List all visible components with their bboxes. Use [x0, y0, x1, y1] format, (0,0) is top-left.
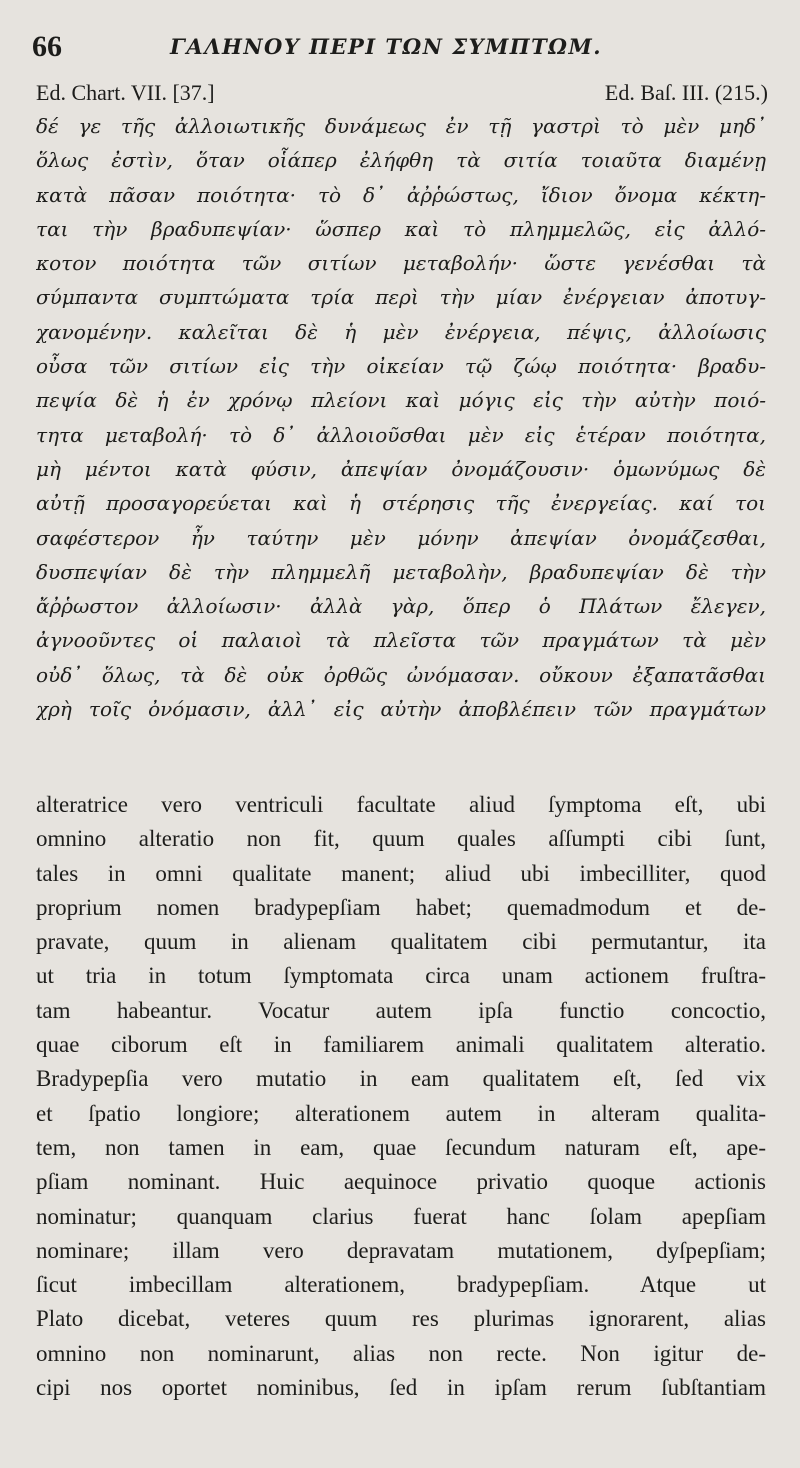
- edition-references: [36, 80, 768, 108]
- latin-line: tales in omni qualitate manent; aliud ubi imbecilliter, quod: [36, 860, 766, 886]
- edition-basel: Ed. Baſ. III. (215.): [604, 80, 768, 105]
- latin-line: omnino non nominarunt, alias non recte. Non igitur de-: [36, 1340, 766, 1366]
- latin-line: omnino alteratio non fit, quum quales aſſumpti cibi ſunt,: [36, 826, 766, 852]
- greek-line: κατὰ πᾶσαν ποιότητα· τὸ δ᾽ ἀῤῥώστως, ἴδιον ὄνομα κέκτη-: [36, 182, 766, 207]
- greek-line: τητα μεταβολή· τὸ δ᾽ ἀλλοιοῦσθαι μὲν εἰς ἑτέραν ποιότητα,: [36, 422, 766, 447]
- greek-line: αὐτῇ προσαγορεύεται καὶ ἡ στέρησις τῆς ἐνεργείας. καί τοι: [36, 491, 766, 516]
- greek-line: οὖσα τῶν σιτίων εἰς τὴν οἰκείαν τῷ ζώῳ ποιότητα· βραδυ-: [36, 354, 766, 379]
- greek-line: πεψία δὲ ἡ ἐν χρόνῳ πλείονι καὶ μόγις εἰς τὴν αὐτὴν ποιό-: [36, 388, 766, 413]
- running-head: [32, 30, 772, 64]
- latin-line: pravate, quum in alienam qualitatem cibi permutantur, ita: [36, 929, 766, 955]
- greek-line: ται τὴν βραδυπεψίαν· ὥσπερ καὶ τὸ πλημμελῶς, εἰς ἀλλό-: [36, 216, 766, 241]
- running-title: ΓΑΛΗΝΟΥ ΠΕΡΙ ΤΩΝ ΣΥΜΠΤΩΜ.: [170, 34, 603, 59]
- greek-text: [36, 109, 766, 726]
- greek-line: οὐδ᾽ ὅλως, τὰ δὲ οὐκ ὀρθῶς ὠνόμασαν. οὔκουν ἐξαπατᾶσθαι: [36, 662, 766, 687]
- greek-line: σύμπαντα συμπτώματα τρία περὶ τὴν μίαν ἐνέργειαν ἀποτυγ-: [36, 285, 766, 310]
- greek-line: σαφέστερον ἦν ταύτην μὲν μόνην ἀπεψίαν ὀνομάζεσθαι,: [36, 525, 766, 550]
- greek-line: δέ γε τῆς ἀλλοιωτικῆς δυνάμεως ἐν τῇ γαστρὶ τὸ μὲν μηδ᾽: [36, 114, 766, 138]
- latin-line: alteratrice vero ventriculi facultate aliud ſymptoma eſt, ubi: [36, 792, 766, 817]
- latin-line: Plato dicebat, veteres quum res plurimas ignorarent, alias: [36, 1306, 766, 1332]
- latin-line: pſiam nominant. Huic aequinoce privatio quoque actionis: [36, 1169, 766, 1195]
- latin-line: nominatur; quanquam clarius fuerat hanc ſolam apepſiam: [36, 1203, 766, 1229]
- greek-line: χανομένην. καλεῖται δὲ ἡ μὲν ἐνέργεια, πέψις, ἀλλοίωσις: [36, 319, 766, 344]
- greek-line: δυσπεψίαν δὲ τὴν πλημμελῆ μεταβολὴν, βραδυπεψίαν δὲ τὴν: [36, 559, 766, 584]
- latin-line: tem, non tamen in eam, quae ſecundum naturam eſt, ape-: [36, 1134, 766, 1160]
- latin-line: ſicut imbecillam alterationem, bradypepſiam. Atque ut: [36, 1272, 766, 1298]
- latin-line: nominare; illam vero depravatam mutationem, dyſpepſiam;: [36, 1237, 766, 1263]
- latin-line: et ſpatio longiore; alterationem autem in alteram qualita-: [36, 1100, 766, 1126]
- greek-line: ἄῤῥωστον ἀλλοίωσιν· ἀλλὰ γὰρ, ὅπερ ὁ Πλάτων ἔλεγεν,: [36, 594, 766, 619]
- greek-line: μὴ μέντοι κατὰ φύσιν, ἀπεψίαν ὀνομάζουσιν· ὁμωνύμως δὲ: [36, 456, 766, 481]
- latin-text: [36, 788, 766, 1405]
- latin-line: ut tria in totum ſymptomata circa unam actionem fruſtra-: [36, 963, 766, 989]
- latin-line: cipi nos oportet nominibus, ſed in ipſam rerum ſubſtantiam: [36, 1375, 766, 1401]
- greek-line: χρὴ τοῖς ὀνόμασιν, ἀλλ᾽ εἰς αὐτὴν ἀποβλέπειν τῶν πραγμάτων: [36, 697, 766, 722]
- page-number: 66: [32, 30, 62, 63]
- edition-chartier: Ed. Chart. VII. [37.]: [36, 80, 215, 105]
- latin-line: proprium nomen bradypepſiam habet; quemadmodum et de-: [36, 894, 766, 920]
- greek-line: ἀγνοοῦντες οἱ παλαιοὶ τὰ πλεῖστα τῶν πραγμάτων τὰ μὲν: [36, 628, 766, 653]
- greek-line: κοτον ποιότητα τῶν σιτίων μεταβολήν· ὥστε γενέσθαι τὰ: [36, 251, 766, 276]
- latin-line: tam habeantur. Vocatur autem ipſa functio concoctio,: [36, 997, 766, 1023]
- latin-line: Bradypepſia vero mutatio in eam qualitatem eſt, ſed vix: [36, 1066, 766, 1092]
- latin-line: quae ciborum eſt in familiarem animali qualitatem alteratio.: [36, 1032, 766, 1058]
- greek-line: ὅλως ἐστὶν, ὅταν οἷάπερ ἐλήφθη τὰ σιτία τοιαῦτα διαμένῃ: [36, 148, 766, 173]
